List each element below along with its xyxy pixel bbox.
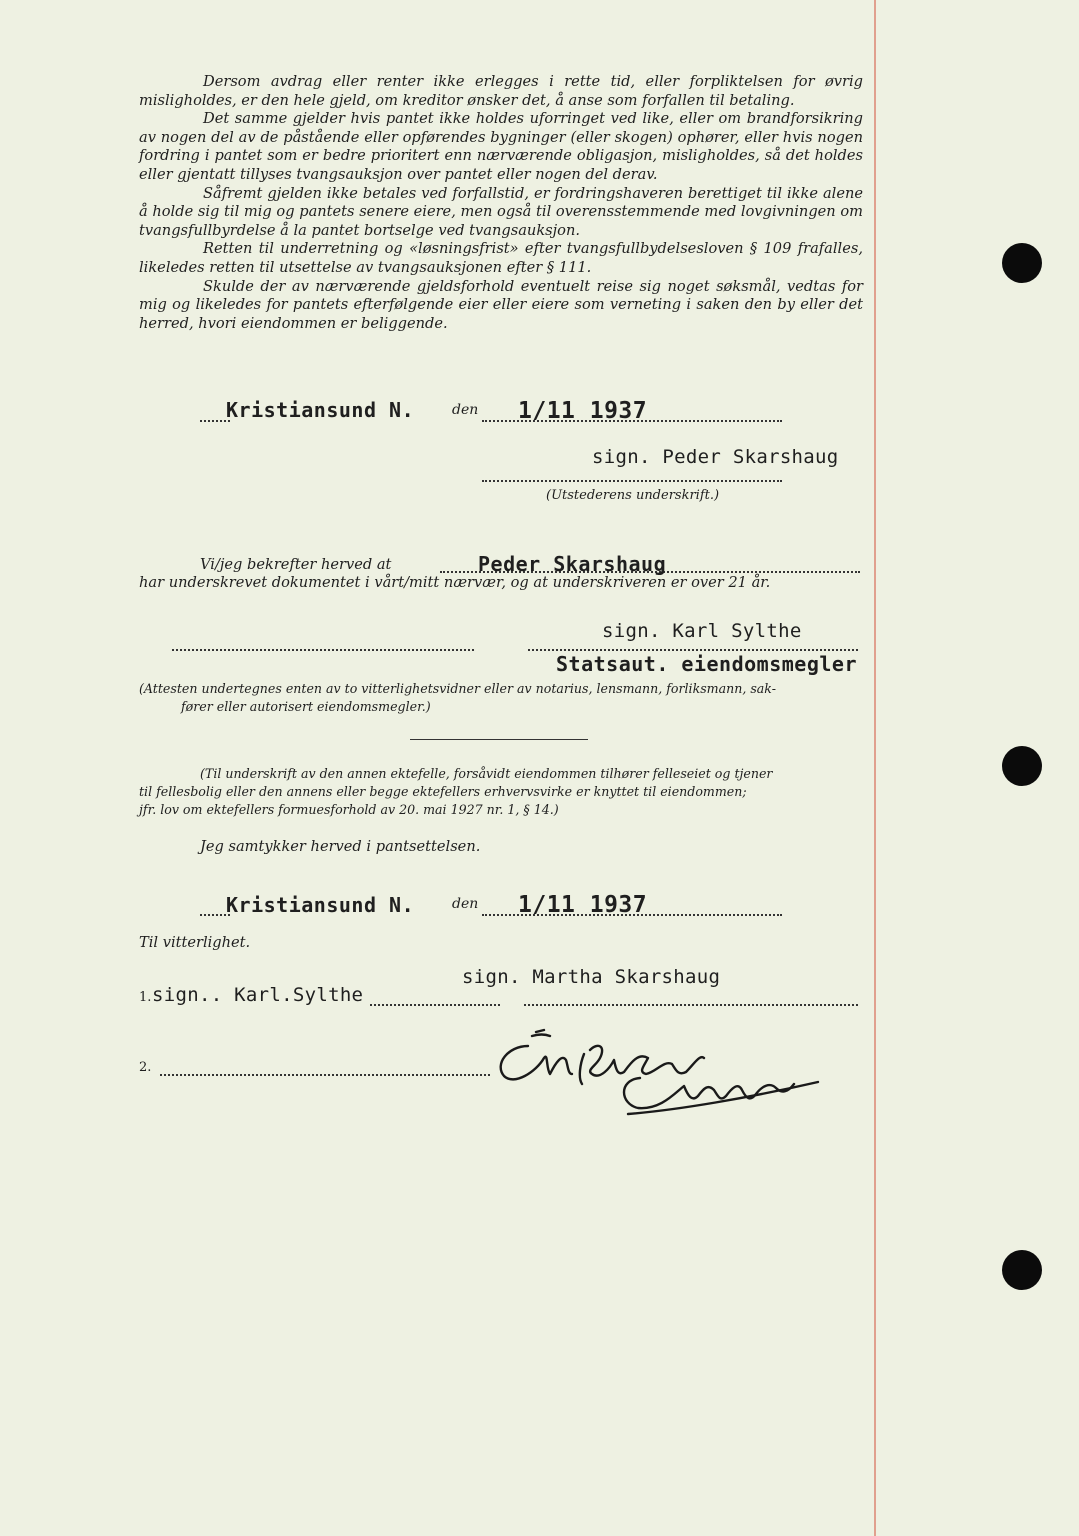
witness-heading: Til vitterlighet. [139, 934, 251, 951]
den-label-2: den [452, 896, 479, 912]
handwritten-signature [488, 1024, 833, 1119]
consent-text: Jeg samtykker herved i pantsettelsen. [200, 838, 481, 855]
paragraph: Retten til underretning og «løsningsfrist» efter tvangsfullbydelsesloven § 109 frafalles, likeledes retten til utsettelse av tvangsauksjonen efter § 111. [139, 240, 863, 276]
paragraph: Skulde der av nærværende gjeldsforhold eventuelt reise sig noget søksmål, vedtas for mig og likeledes for pantets efterfølgende eier eller eiere som verneting i saken den by eller det herred, hvori eiendommen er beliggende. [139, 277, 863, 332]
spouse-note-line: jfr. lov om ektefellers formuesforhold av 20. mai 1927 nr. 1, § 14.) [139, 802, 559, 817]
place-2: Kristiansund N. [226, 893, 415, 917]
attest-note-line-1: (Attesten undertegnes enten av to vitterlighetsvidner eller av notarius, lensmann, forliksmann, sak- [139, 681, 776, 696]
witness-1-signature: sign.. Karl.Sylthe [152, 984, 364, 1006]
spouse-note-line: (Til underskrift av den annen ektefelle, forsåvidt eiendommen tilhører felleseiet og tjener [200, 766, 773, 781]
divider [410, 739, 588, 740]
punch-hole [1002, 243, 1042, 283]
paragraph: Det samme gjelder hvis pantet ikke holdes uforringet ved like, eller om brandforsikring av nogen del av de påstående eller opførendes bygninger (eller skogen) ophører, eller hvis nogen fordring i pantet som er bedre prioritert enn nærværende obligasjon, misligholdes, så det holdes eller gjentatt tillyses tvangsauksjon over pantet eller nogen del derav. [139, 110, 863, 183]
spouse-note-line: til fellesbolig eller den annens eller begge ektefellers erhvervsvirke er knyttet til eiendommen; [139, 784, 747, 799]
issuer-caption: (Utstederens underskrift.) [546, 488, 720, 503]
margin-line [874, 0, 876, 1536]
witness-1-number: 1. [139, 990, 152, 1005]
paragraph: Dersom avdrag eller renter ikke erlegges i rette tid, eller forpliktelsen for øvrig misligholdes, er den hele gjeld, om kreditor ønsker det, å anse som forfallen til betaling. [139, 73, 863, 109]
punch-hole [1002, 746, 1042, 786]
witness-signature: sign. Karl Sylthe [602, 620, 802, 642]
paragraph: Såfremt gjelden ikke betales ved forfallstid, er fordringshaveren berettiget til ikke alene å holde sig til mig og pantets senere eiere, men også til overensstemmende med lovgivningen om tvangsfullbyrdelse å la pantet bortselge ved tvangsauksjon. [139, 184, 863, 239]
witness-2-number: 2. [139, 1060, 152, 1075]
confirm-suffix: har underskrevet dokumentet i vårt/mitt nærvær, og at underskriveren er over 21 år. [139, 574, 771, 591]
confirm-name: Peder Skarshaug [478, 552, 667, 576]
punch-hole [1002, 1250, 1042, 1290]
attest-note-line-2: fører eller autorisert eiendomsmegler.) [181, 699, 431, 714]
den-label-1: den [452, 402, 479, 418]
date-1: 1/11 1937 [518, 398, 648, 424]
place-1: Kristiansund N. [226, 398, 415, 422]
confirm-prefix: Vi/jeg bekrefter herved at [200, 556, 392, 573]
issuer-signature: sign. Peder Skarshaug [592, 446, 839, 468]
spouse-signature: sign. Martha Skarshaug [462, 966, 721, 988]
terms-text [139, 73, 863, 333]
witness-title: Statsaut. eiendomsmegler [556, 652, 857, 676]
date-2: 1/11 1937 [518, 892, 648, 918]
